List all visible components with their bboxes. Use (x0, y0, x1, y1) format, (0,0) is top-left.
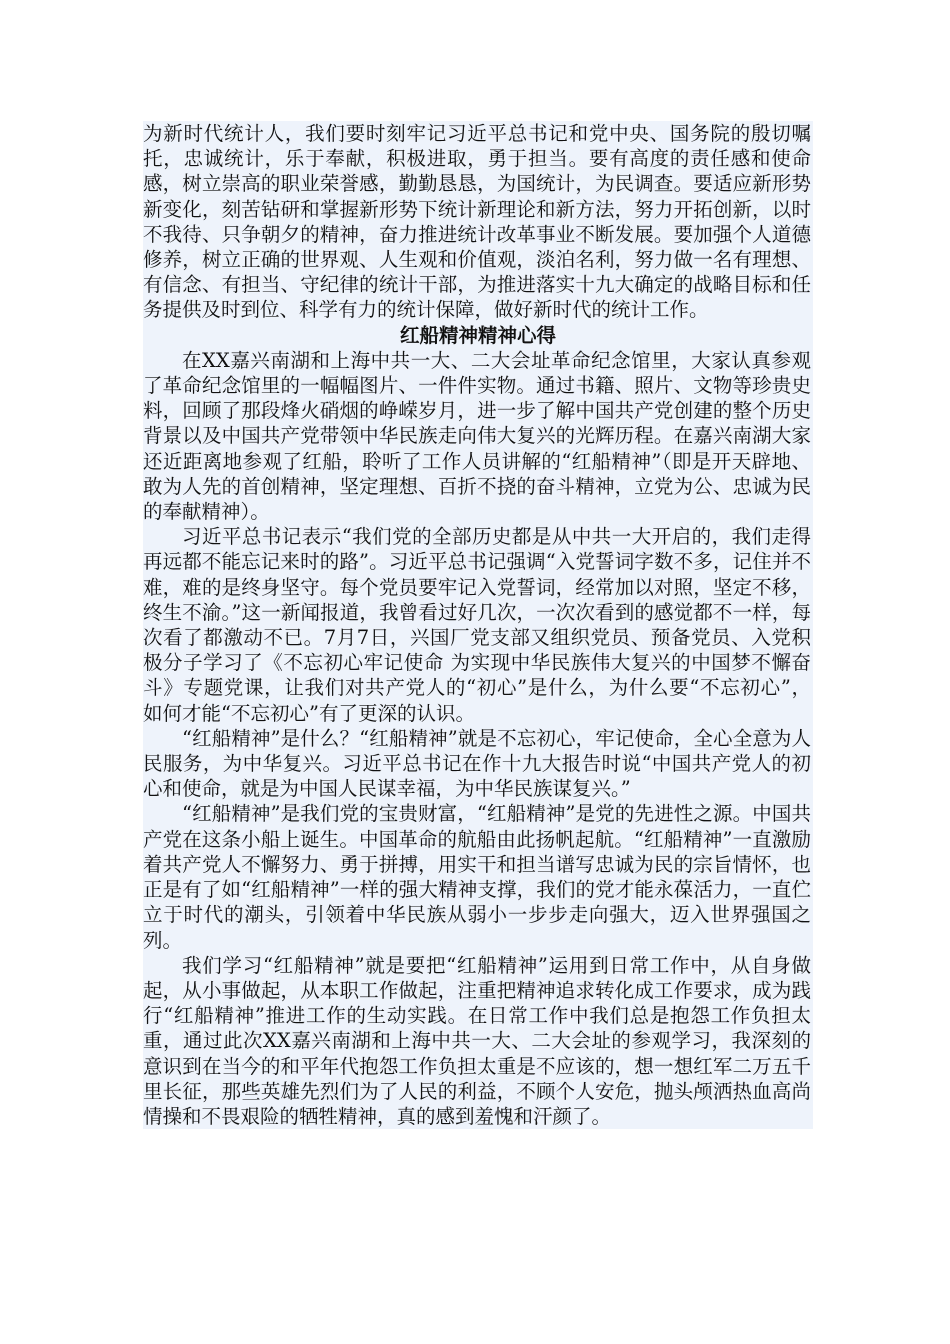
section-title: 红船精神精神心得 (143, 323, 813, 348)
body-paragraph: 习近平总书记表示“我们党的全部历史都是从中共一大开启的，我们走得再远都不能忘记来时的路”。习近平总书记强调“入党誓词字数不多，记住并不难，难的是终身坚守。每个党员要牢记入党誓词，经常加以对照，坚定不移，终生不渝。”这一新闻报道，我曾看过好几次，一次次看到的感觉都不一样，每次看了都激动不已。7月7日，兴国厂党支部又组织党员、预备党员、入党积极分子学习了《不忘初心牢记使命 为实现中华民族伟大复兴的中国梦不懈奋斗》专题党课，让我们对共产党人的“初心”是什么，为什么要“不忘初心”， 如何才能“不忘初心”有了更深的认识。 (143, 525, 811, 725)
intro-paragraph: 为新时代统计人，我们要时刻牢记习近平总书记和党中央、国务院的殷切嘱托，忠诚统计，乐于奉献，积极进取，勇于担当。要有高度的责任感和使命感，树立崇高的职业荣誉感，勤勤恳恳，为国统计，为民调查。要适应新形势新变化，刻苦钻研和掌握新形势下统计新理论和新方法，努力开拓创新，以时不我待、只争朝夕的精神，奋力推进统计改革事业不断发展。要加强个人道德修养，树立正确的世界观、人生观和价值观，淡泊名利，努力做一名有理想、有信念、有担当、守纪律的统计干部，为推进落实十九大确定的战略目标和任务提供及时到位、科学有力的统计保障，做好新时代的统计工作。 (143, 122, 811, 322)
document-body (143, 121, 813, 1129)
body-paragraph: 我们学习“红船精神”就是要把“红船精神”运用到日常工作中，从自身做起，从小事做起，从本职工作做起，注重把精神追求转化成工作要求，成为践行“红船精神”推进工作的生动实践。在日常工作中我们总是抱怨工作负担太重，通过此次XX嘉兴南湖和上海中共一大、二大会址的参观学习，我深刻的意识到在当今的和平年代抱怨工作负担太重是不应该的，想一想红军二万五千里长征，那些英雄先烈们为了人民的利益，不顾个人安危，抛头颅洒热血高尚情操和不畏艰险的牺牲精神，真的感到羞愧和汗颜了。 (143, 953, 811, 1128)
body-paragraph: “红船精神”是我们党的宝贵财富，“红船精神”是党的先进性之源。中国共产党在这条小船上诞生。中国革命的航船由此扬帆起航。“红船精神”一直激励着共产党人不懈努力、勇于拼搏，用实干和担当谱写忠诚为民的宗旨情怀，也正是有了如“红船精神”一样的强大精神支撑，我们的党才能永葆活力，一直伫立于时代的潮头，引领着中华民族从弱小一步步走向强大，迈入世界强国之列。 (143, 802, 811, 952)
body-paragraph: “红船精神”是什么？“红船精神”就是不忘初心，牢记使命，全心全意为人民服务，为中华复兴。习近平总书记在作十九大报告时说“中国共产党人的初心和使命，就是为中国人民谋幸福，为中华民族谋复兴。” (143, 726, 811, 801)
body-paragraph: 在XX嘉兴南湖和上海中共一大、二大会址革命纪念馆里，大家认真参观了革命纪念馆里的一幅幅图片、一件件实物。通过书籍、照片、文物等珍贵史料，回顾了那段烽火硝烟的峥嵘岁月，进一步了解中国共产党创建的整个历史背景以及中国共产党带领中华民族走向伟大复兴的光辉历程。在嘉兴南湖大家还近距离地参观了红船，聆听了工作人员讲解的“红船精神”（即是开天辟地、敢为人先的首创精神，坚定理想、百折不挠的奋斗精神，立党为公、忠诚为民的奉献精神）。 (143, 348, 811, 524)
